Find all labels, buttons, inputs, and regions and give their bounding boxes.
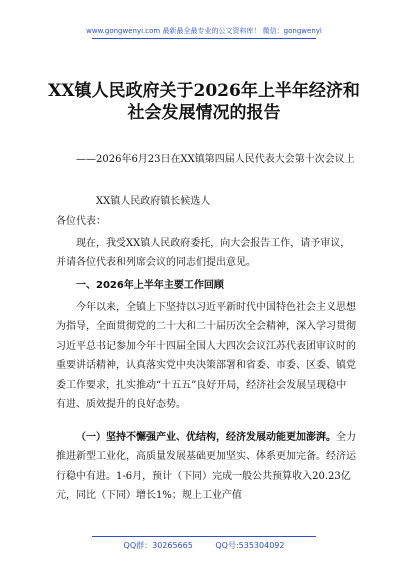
salutation: 各位代表： [56,216,106,227]
paragraph-overview: 今年以来，全镇上下坚持以习近平新时代中国特色社会主义思想为指导，全面贯彻党的二十大和二十届历次全会精神，深入学习贯彻习近平总书记参加今年十四届全国人大四次会议江苏代表团审议时的重要讲话精神，认真落实党中央决策部署和省委、市委、区委、镇党委工作要求，扎实推动“十五五”良好开局，经济社会发展呈现稳中有进、质效提升的良好态势。 [56,302,356,411]
speaker-line: XX镇人民政府镇长候选人 [96,196,211,207]
header-banner[interactable]: www.gongwenyi.com 最新最全最专业的公文资料库！ 微信：gongwenyi [86,27,322,35]
footer-divider [92,536,316,537]
subsection-heading: （一）坚持不懈强产业、优结构，经济发展动能更加澎湃。 [76,432,336,443]
footer-qq-number[interactable]: QQ号:535304092 [215,541,285,550]
header-divider [92,38,316,39]
footer-qq-group[interactable]: QQ群：30265665 [123,541,193,550]
footer [0,540,408,551]
document-title: XX镇人民政府关于2026年上半年经济和社会发展情况的报告 [48,81,360,123]
paragraph-industry [56,428,356,506]
paragraph-intro: 现在，我受XX镇人民政府委托，向大会报告工作，请予审议，并请各位代表和列席会议的同志们提出意见。 [56,238,351,269]
document-subtitle: ——2026年6月23日在XX镇第四届人民代表大会第十次会议上 [76,154,355,165]
paragraph-industry-text: 全力推进新型工业化，高质量发展基础更加坚实、体系更加完备。经济运行稳中有进。1-6月，预计（下同）完成一般公共预算收入20.23亿元，同比（下同）增长1%；规上工业产值 [56,432,356,502]
section-heading: 一、2026年上半年主要工作回顾 [76,280,224,291]
